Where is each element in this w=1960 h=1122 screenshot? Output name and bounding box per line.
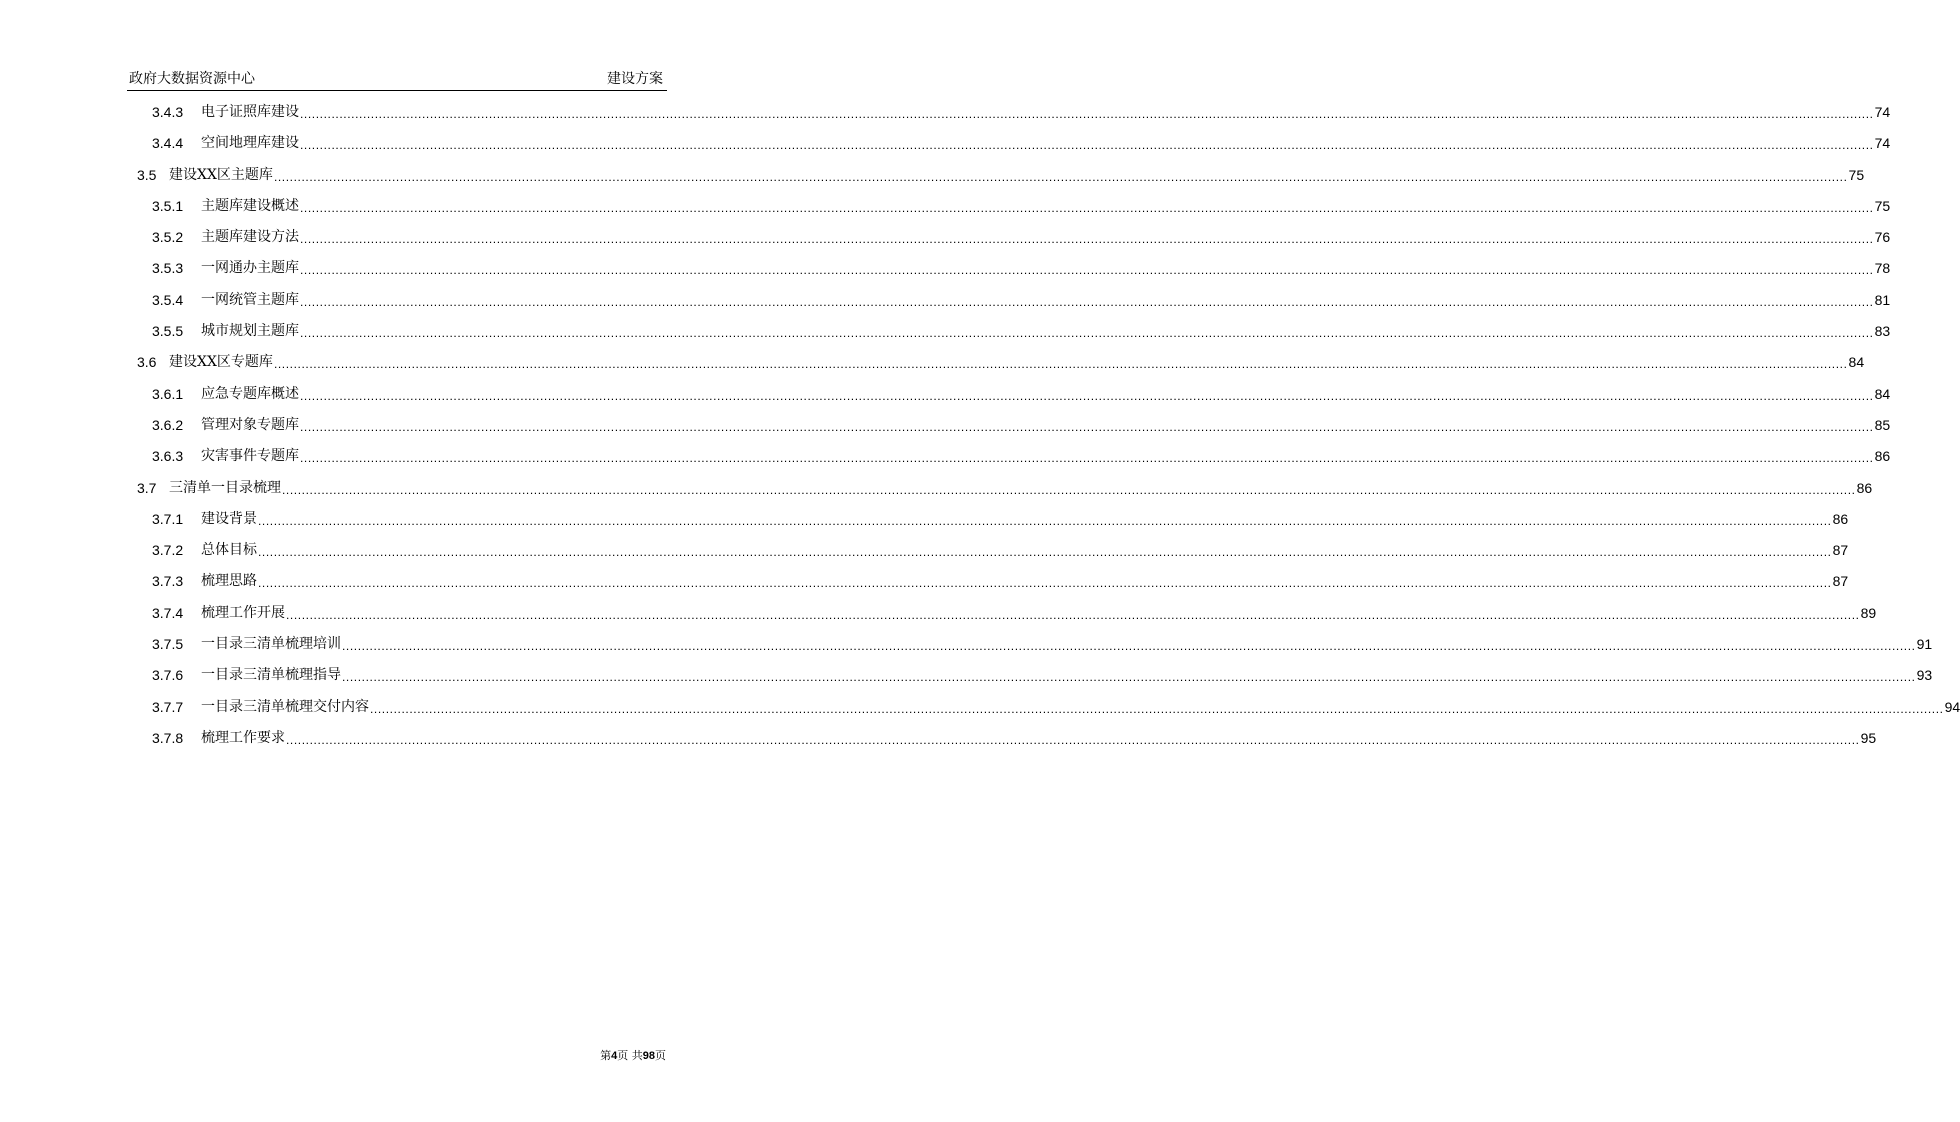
toc-dot-leader: ................................................................................................................................................................................................................................................................................................................................................................................................................ xyxy=(342,639,1916,654)
toc-entry-page: 85 xyxy=(1874,416,1891,433)
toc-entry-title: 建设XX区专题库 xyxy=(169,354,273,371)
toc-entry[interactable] xyxy=(0,604,1877,635)
toc-entry-page: 86 xyxy=(1856,479,1873,496)
toc-entry-page: 83 xyxy=(1874,323,1891,340)
toc-entry-page: 93 xyxy=(1916,667,1933,684)
toc-entry-number: 3.5.4 xyxy=(152,291,184,308)
toc-entry-page: 81 xyxy=(1874,291,1891,308)
toc-dot-leader: ................................................................................................................................................................................................................................................................................................................................................................................................................ xyxy=(258,545,1832,560)
toc-entry-title: 电子证照库建设 xyxy=(201,104,299,120)
toc-entry[interactable] xyxy=(0,572,1849,603)
toc-entry-title: 灾害事件专题库 xyxy=(201,448,299,465)
toc-entry-page: 75 xyxy=(1848,166,1865,183)
header-doc-title: 建设方案 xyxy=(607,71,663,87)
toc-dot-leader: ................................................................................................................................................................................................................................................................................................................................................................................................................ xyxy=(300,138,1874,153)
toc-entry-title: 一目录三清单梳理指导 xyxy=(201,667,341,684)
toc-dot-leader: ................................................................................................................................................................................................................................................................................................................................................................................................................ xyxy=(286,732,1860,747)
toc-entry-number: 3.6.2 xyxy=(152,416,184,433)
toc-entry-number: 3.6 xyxy=(137,354,157,371)
toc-dot-leader: ................................................................................................................................................................................................................................................................................................................................................................................................................ xyxy=(300,294,1874,309)
toc-entry[interactable] xyxy=(0,228,1891,259)
toc-dot-leader: ................................................................................................................................................................................................................................................................................................................................................................................................................ xyxy=(258,576,1832,591)
toc-entry-title: 一网统管主题库 xyxy=(201,291,299,308)
footer-current-page: 4 xyxy=(611,1050,618,1062)
toc-dot-leader: ................................................................................................................................................................................................................................................................................................................................................................................................................ xyxy=(342,670,1916,685)
toc-entry-page: 94 xyxy=(1944,698,1960,715)
toc-entry[interactable] xyxy=(0,447,1891,478)
toc-entry-number: 3.7 xyxy=(137,479,157,496)
toc-entry-number: 3.5.5 xyxy=(152,323,184,340)
footer-prefix: 第 xyxy=(600,1049,612,1062)
toc-entry-number: 3.7.4 xyxy=(152,604,184,621)
toc-entry-number: 3.7.7 xyxy=(152,698,184,715)
footer-suffix: 页 xyxy=(655,1049,666,1062)
toc-dot-leader: ................................................................................................................................................................................................................................................................................................................................................................................................................ xyxy=(300,263,1874,278)
toc-entry-page: 87 xyxy=(1832,542,1849,559)
toc-entry-page: 95 xyxy=(1860,729,1877,746)
toc-dot-leader: ................................................................................................................................................................................................................................................................................................................................................................................................................ xyxy=(370,701,1944,716)
toc-entry[interactable] xyxy=(0,166,1865,197)
toc-entry-number: 3.7.2 xyxy=(152,542,184,559)
page-footer xyxy=(600,1049,666,1063)
toc-dot-leader: ................................................................................................................................................................................................................................................................................................................................................................................................................ xyxy=(300,419,1874,434)
toc-entry[interactable] xyxy=(0,698,1960,729)
footer-mid: 页 共 xyxy=(617,1049,643,1062)
toc-entry-number: 3.5.1 xyxy=(152,197,184,214)
toc-entry-page: 74 xyxy=(1874,135,1891,152)
toc-entry-title: 一目录三清单梳理交付内容 xyxy=(201,698,369,715)
toc-entry[interactable] xyxy=(0,416,1891,447)
toc-entry-number: 3.4.4 xyxy=(152,135,184,152)
toc-entry-page: 86 xyxy=(1874,448,1891,465)
toc-entry-number: 3.6.3 xyxy=(152,448,184,465)
toc-entry-title: 三清单一目录梳理 xyxy=(169,479,281,496)
toc-dot-leader: ................................................................................................................................................................................................................................................................................................................................................................................................................ xyxy=(300,107,1874,121)
footer-total-pages: 98 xyxy=(642,1050,655,1062)
toc-entry-page: 89 xyxy=(1860,604,1877,621)
toc-entry-page: 74 xyxy=(1874,104,1891,120)
toc-entry-title: 空间地理库建设 xyxy=(201,135,299,152)
toc-entry-title: 一目录三清单梳理培训 xyxy=(201,636,341,653)
toc-entry-page: 86 xyxy=(1832,510,1849,527)
toc-entry-number: 3.7.8 xyxy=(152,729,184,746)
toc-entry-title: 主题库建设方法 xyxy=(201,229,299,246)
toc-dot-leader: ................................................................................................................................................................................................................................................................................................................................................................................................................ xyxy=(300,388,1874,403)
toc-entry-page: 75 xyxy=(1874,197,1891,214)
toc-entry[interactable] xyxy=(0,134,1891,165)
toc-entry-title: 一网通办主题库 xyxy=(201,260,299,277)
toc-entry-number: 3.7.3 xyxy=(152,573,184,590)
toc-dot-leader: ................................................................................................................................................................................................................................................................................................................................................................................................................ xyxy=(273,169,1848,184)
toc-entry[interactable] xyxy=(0,197,1891,228)
toc-entry[interactable] xyxy=(0,666,1933,697)
toc-entry-title: 建设背景 xyxy=(201,510,257,527)
toc-entry-page: 87 xyxy=(1832,573,1849,590)
toc-entry-page: 91 xyxy=(1916,636,1933,653)
toc-entry[interactable] xyxy=(0,291,1891,322)
toc-entry-page: 78 xyxy=(1874,260,1891,277)
toc-entry-page: 84 xyxy=(1874,385,1891,402)
page-header xyxy=(127,70,667,91)
toc-entry[interactable] xyxy=(0,541,1849,572)
toc-entry-title: 建设XX区主题库 xyxy=(169,166,273,183)
toc-entry-title: 总体目标 xyxy=(201,542,257,559)
toc-entry-number: 3.4.3 xyxy=(152,104,184,120)
toc-dot-leader: ................................................................................................................................................................................................................................................................................................................................................................................................................ xyxy=(282,482,1856,497)
table-of-contents xyxy=(0,103,1960,760)
toc-dot-leader: ................................................................................................................................................................................................................................................................................................................................................................................................................ xyxy=(258,513,1832,528)
toc-entry[interactable] xyxy=(0,729,1877,760)
toc-entry-number: 3.6.1 xyxy=(152,385,184,402)
toc-entry-title: 梳理工作开展 xyxy=(201,604,285,621)
toc-entry-title: 应急专题库概述 xyxy=(201,385,299,402)
toc-dot-leader: ................................................................................................................................................................................................................................................................................................................................................................................................................ xyxy=(300,326,1874,341)
toc-entry-number: 3.7.1 xyxy=(152,510,184,527)
toc-dot-leader: ................................................................................................................................................................................................................................................................................................................................................................................................................ xyxy=(300,200,1874,215)
toc-entry[interactable] xyxy=(0,322,1891,353)
toc-entry-title: 梳理思路 xyxy=(201,573,257,590)
toc-entry-number: 3.5.3 xyxy=(152,260,184,277)
toc-entry[interactable] xyxy=(0,385,1891,416)
toc-entry-page: 84 xyxy=(1848,354,1865,371)
toc-entry[interactable] xyxy=(0,635,1933,666)
toc-entry-page: 76 xyxy=(1874,229,1891,246)
toc-entry-number: 3.7.5 xyxy=(152,636,184,653)
toc-entry[interactable] xyxy=(0,353,1865,384)
toc-entry[interactable] xyxy=(0,259,1891,290)
toc-entry[interactable] xyxy=(0,479,1873,510)
toc-entry-title: 主题库建设概述 xyxy=(201,197,299,214)
header-org-name: 政府大数据资源中心 xyxy=(129,71,255,87)
toc-entry-number: 3.7.6 xyxy=(152,667,184,684)
toc-dot-leader: ................................................................................................................................................................................................................................................................................................................................................................................................................ xyxy=(300,232,1874,247)
toc-entry-title: 梳理工作要求 xyxy=(201,729,285,746)
toc-entry-title: 城市规划主题库 xyxy=(201,323,299,340)
toc-entry[interactable] xyxy=(0,510,1849,541)
toc-entry-number: 3.5.2 xyxy=(152,229,184,246)
toc-dot-leader: ................................................................................................................................................................................................................................................................................................................................................................................................................ xyxy=(273,357,1848,372)
toc-entry[interactable] xyxy=(0,103,1891,134)
toc-dot-leader: ................................................................................................................................................................................................................................................................................................................................................................................................................ xyxy=(286,607,1860,622)
toc-entry-number: 3.5 xyxy=(137,166,157,183)
toc-dot-leader: ................................................................................................................................................................................................................................................................................................................................................................................................................ xyxy=(300,451,1874,466)
toc-entry-title: 管理对象专题库 xyxy=(201,416,299,433)
